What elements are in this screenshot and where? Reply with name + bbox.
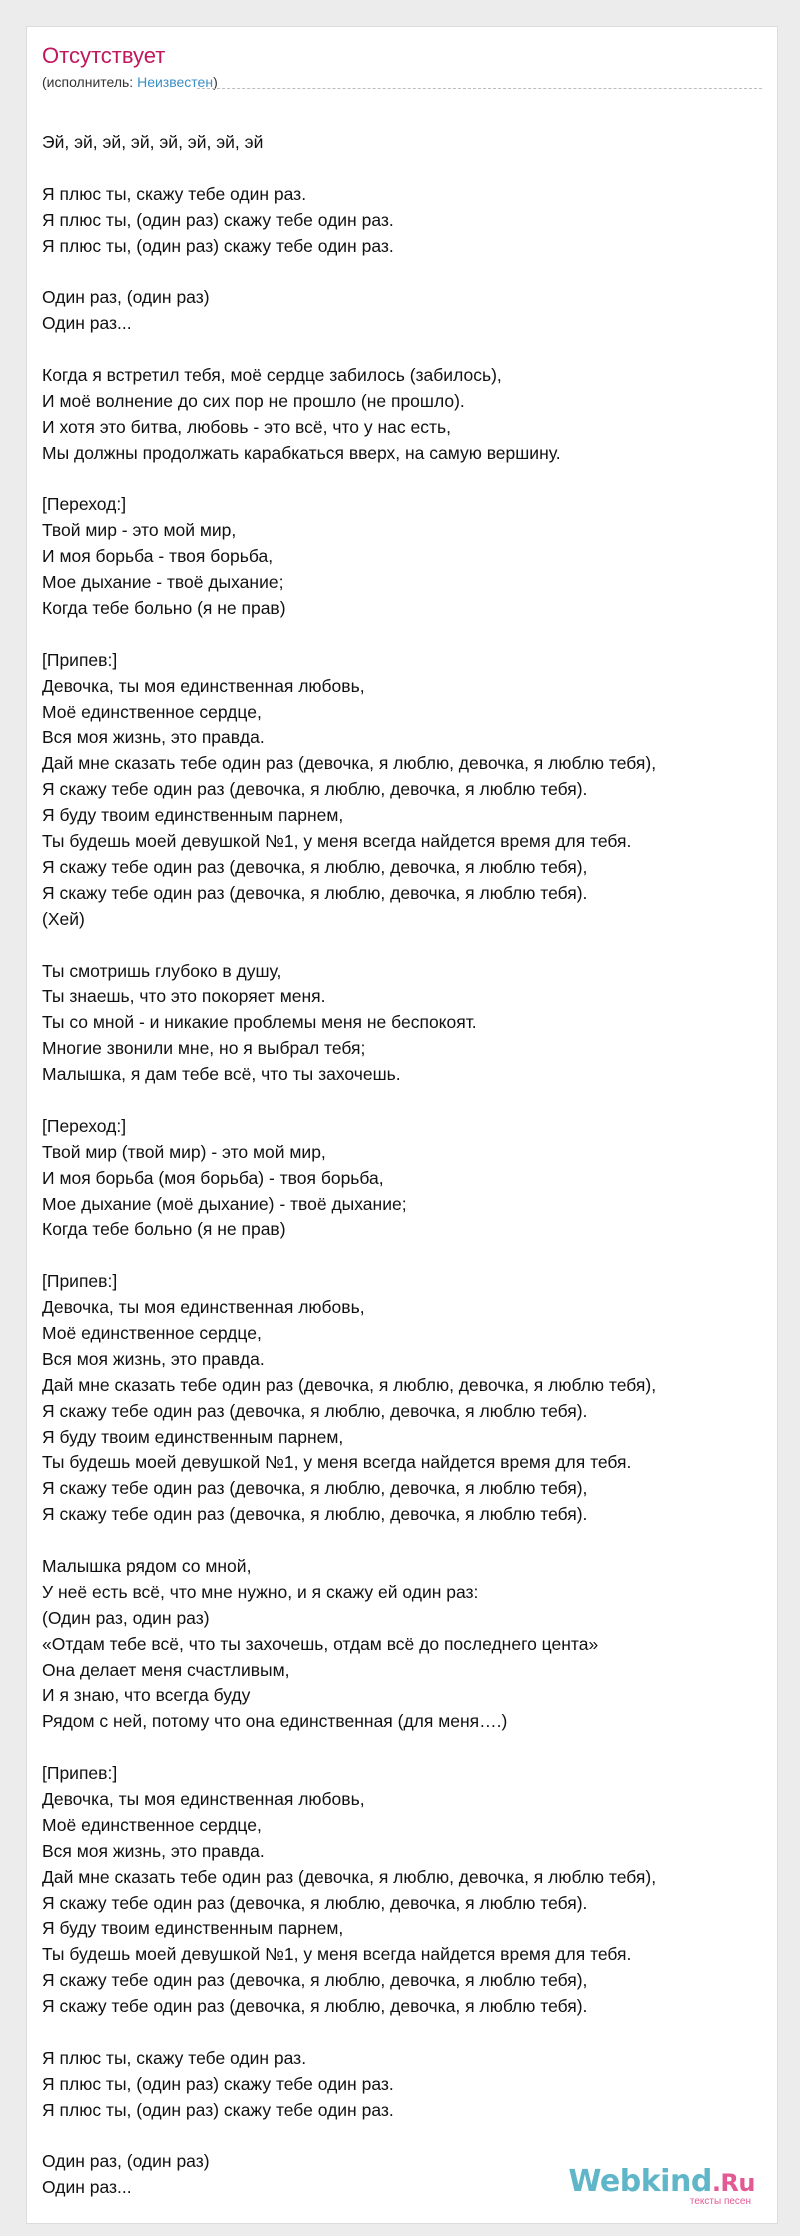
- lyrics-line: [Припев:]: [42, 1271, 118, 1292]
- lyrics-line: Я плюс ты, скажу тебе один раз.: [42, 183, 307, 204]
- lyrics-body: [42, 130, 764, 2201]
- song-title: Отсутствует: [42, 43, 166, 68]
- lyrics-blank-line: [42, 1528, 764, 1554]
- lyrics-line: (Хей): [42, 908, 85, 929]
- lyrics-line: Я скажу тебе один раз (девочка, я люблю, девочка, я люблю тебя),: [42, 1478, 588, 1499]
- lyrics-blank-line: [42, 2124, 764, 2150]
- lyrics-line: Ты смотришь глубоко в душу,: [42, 960, 282, 981]
- lyrics-line: И хотя это битва, любовь - это всё, что у нас есть,: [42, 416, 451, 437]
- lyrics-blank-line: [42, 933, 764, 959]
- lyrics-line: Я буду твоим единственным парнем,: [42, 1426, 344, 1447]
- lyrics-line: Моё единственное сердце,: [42, 1322, 262, 1343]
- lyrics-line: Один раз, (один раз): [42, 2151, 210, 2172]
- lyrics-line: Эй, эй, эй, эй, эй, эй, эй, эй: [42, 132, 264, 152]
- lyrics-line: Вся моя жизнь, это правда.: [42, 1840, 265, 1861]
- lyrics-line: Ты со мной - и никакие проблемы меня не беспокоят.: [42, 1012, 477, 1033]
- site-logo[interactable]: [568, 2166, 755, 2207]
- artist-suffix: ): [213, 74, 218, 90]
- lyrics-line: Многие звонили мне, но я выбрал тебя;: [42, 1038, 366, 1059]
- lyrics-line: [Переход:]: [42, 494, 127, 515]
- lyrics-line: Девочка, ты моя единственная любовь,: [42, 1297, 365, 1318]
- lyrics-card: [26, 26, 778, 2224]
- lyrics-line: Я скажу тебе один раз (девочка, я люблю, девочка, я люблю тебя).: [42, 779, 588, 800]
- lyrics-line: Я плюс ты, скажу тебе один раз.: [42, 2047, 307, 2068]
- logo-brand-suffix: .Ru: [711, 2169, 755, 2197]
- artist-prefix: (исполнитель:: [42, 74, 138, 90]
- lyrics-blank-line: [42, 622, 764, 648]
- lyrics-line: (Один раз, один раз): [42, 1607, 210, 1628]
- lyrics-line: Я буду твоим единственным парнем,: [42, 1918, 344, 1939]
- lyrics-blank-line: [42, 2020, 764, 2046]
- lyrics-line: «Отдам тебе всё, что ты захочешь, отдам всё до последнего цента»: [42, 1633, 599, 1654]
- lyrics-line: Твой мир (твой мир) - это мой мир,: [42, 1141, 326, 1162]
- lyrics-blank-line: [42, 1243, 764, 1269]
- lyrics-line: Один раз...: [42, 313, 132, 334]
- lyrics-line: Вся моя жизнь, это правда.: [42, 1348, 265, 1369]
- lyrics-line: Моё единственное сердце,: [42, 701, 262, 722]
- lyrics-blank-line: [42, 467, 764, 493]
- lyrics-line: Малышка, я дам тебе всё, что ты захочешь.: [42, 1064, 401, 1085]
- lyrics-blank-line: [42, 1088, 764, 1114]
- lyrics-line: Когда я встретил тебя, моё сердце забилось (забилось),: [42, 365, 502, 386]
- lyrics-line: Девочка, ты моя единственная любовь,: [42, 1789, 365, 1809]
- lyrics-line: Она делает меня счастливым,: [42, 1659, 290, 1680]
- lyrics-line: Я плюс ты, (один раз) скажу тебе один раз.: [42, 235, 394, 256]
- lyrics-line: Когда тебе больно (я не прав): [42, 598, 286, 619]
- lyrics-line: [Припев:]: [42, 1763, 118, 1784]
- lyrics-line: Я плюс ты, (один раз) скажу тебе один раз.: [42, 2099, 394, 2120]
- lyrics-line: Дай мне сказать тебе один раз (девочка, я люблю, девочка, я люблю тебя),: [42, 753, 657, 774]
- lyrics-line: И моя борьба (моя борьба) - твоя борьба,: [42, 1167, 384, 1188]
- lyrics-line: Я скажу тебе один раз (девочка, я люблю, девочка, я люблю тебя).: [42, 1996, 588, 2017]
- artist-link[interactable]: Неизвестен: [137, 74, 214, 90]
- lyrics-line: Один раз...: [42, 2177, 132, 2198]
- lyrics-line: Я скажу тебе один раз (девочка, я люблю, девочка, я люблю тебя).: [42, 1400, 588, 1421]
- lyrics-line: Я скажу тебе один раз (девочка, я люблю, девочка, я люблю тебя).: [42, 1892, 588, 1913]
- lyrics-line: Ты будешь моей девушкой №1, у меня всегда найдется время для тебя.: [42, 1452, 632, 1473]
- lyrics-blank-line: [42, 1735, 764, 1761]
- lyrics-line: Твой мир - это мой мир,: [42, 520, 237, 541]
- lyrics-line: Рядом с ней, потому что она единственная (для меня….): [42, 1711, 508, 1732]
- logo-brand-main: Webkind: [568, 2164, 712, 2199]
- lyrics-line: Я скажу тебе один раз (девочка, я люблю, девочка, я люблю тебя).: [42, 1504, 588, 1525]
- logo-wordmark: [568, 2166, 755, 2199]
- lyrics-line: И моё волнение до сих пор не прошло (не прошло).: [42, 390, 465, 411]
- lyrics-line: Мы должны продолжать карабкаться вверх, на самую вершину.: [42, 442, 561, 463]
- lyrics-line: Один раз, (один раз): [42, 287, 210, 308]
- lyrics-line: Мое дыхание - твоё дыхание;: [42, 572, 284, 593]
- lyrics-blank-line: [42, 337, 764, 363]
- lyrics-line: Я плюс ты, (один раз) скажу тебе один раз.: [42, 2073, 394, 2094]
- lyrics-line: Ты будешь моей девушкой №1, у меня всегда найдется время для тебя.: [42, 1944, 632, 1965]
- lyrics-line: У неё есть всё, что мне нужно, и я скажу ей один раз:: [42, 1581, 479, 1602]
- lyrics-line: Я скажу тебе один раз (девочка, я люблю, девочка, я люблю тебя),: [42, 856, 588, 877]
- lyrics-line: Я буду твоим единственным парнем,: [42, 805, 344, 826]
- lyrics-blank-line: [42, 156, 764, 182]
- lyrics-line: Когда тебе больно (я не прав): [42, 1219, 286, 1240]
- lyrics-line: Я скажу тебе один раз (девочка, я люблю, девочка, я люблю тебя),: [42, 1970, 588, 1991]
- lyrics-line: Дай мне сказать тебе один раз (девочка, я люблю, девочка, я люблю тебя),: [42, 1374, 657, 1395]
- lyrics-line: Малышка рядом со мной,: [42, 1555, 252, 1576]
- lyrics-line: Ты знаешь, что это покоряет меня.: [42, 986, 326, 1007]
- lyrics-line: [Припев:]: [42, 649, 118, 670]
- lyrics-line: [Переход:]: [42, 1115, 127, 1136]
- lyrics-line: И я знаю, что всегда буду: [42, 1685, 251, 1706]
- lyrics-line: Я скажу тебе один раз (девочка, я люблю, девочка, я люблю тебя).: [42, 882, 588, 903]
- lyrics-line: Ты будешь моей девушкой №1, у меня всегда найдется время для тебя.: [42, 831, 632, 852]
- lyrics-line: Дай мне сказать тебе один раз (девочка, я люблю, девочка, я люблю тебя),: [42, 1866, 657, 1887]
- lyrics-line: Девочка, ты моя единственная любовь,: [42, 675, 365, 696]
- lyrics-line: И моя борьба - твоя борьба,: [42, 546, 274, 567]
- logo-tagline: тексты песен: [689, 2196, 751, 2207]
- lyrics-line: Я плюс ты, (один раз) скажу тебе один раз.: [42, 209, 394, 230]
- lyrics-line: Моё единственное сердце,: [42, 1814, 262, 1835]
- lyrics-line: Вся моя жизнь, это правда.: [42, 727, 265, 748]
- lyrics-line: Мое дыхание (моё дыхание) - твоё дыхание;: [42, 1193, 407, 1214]
- lyrics-blank-line: [42, 259, 764, 285]
- title-divider: [197, 88, 762, 89]
